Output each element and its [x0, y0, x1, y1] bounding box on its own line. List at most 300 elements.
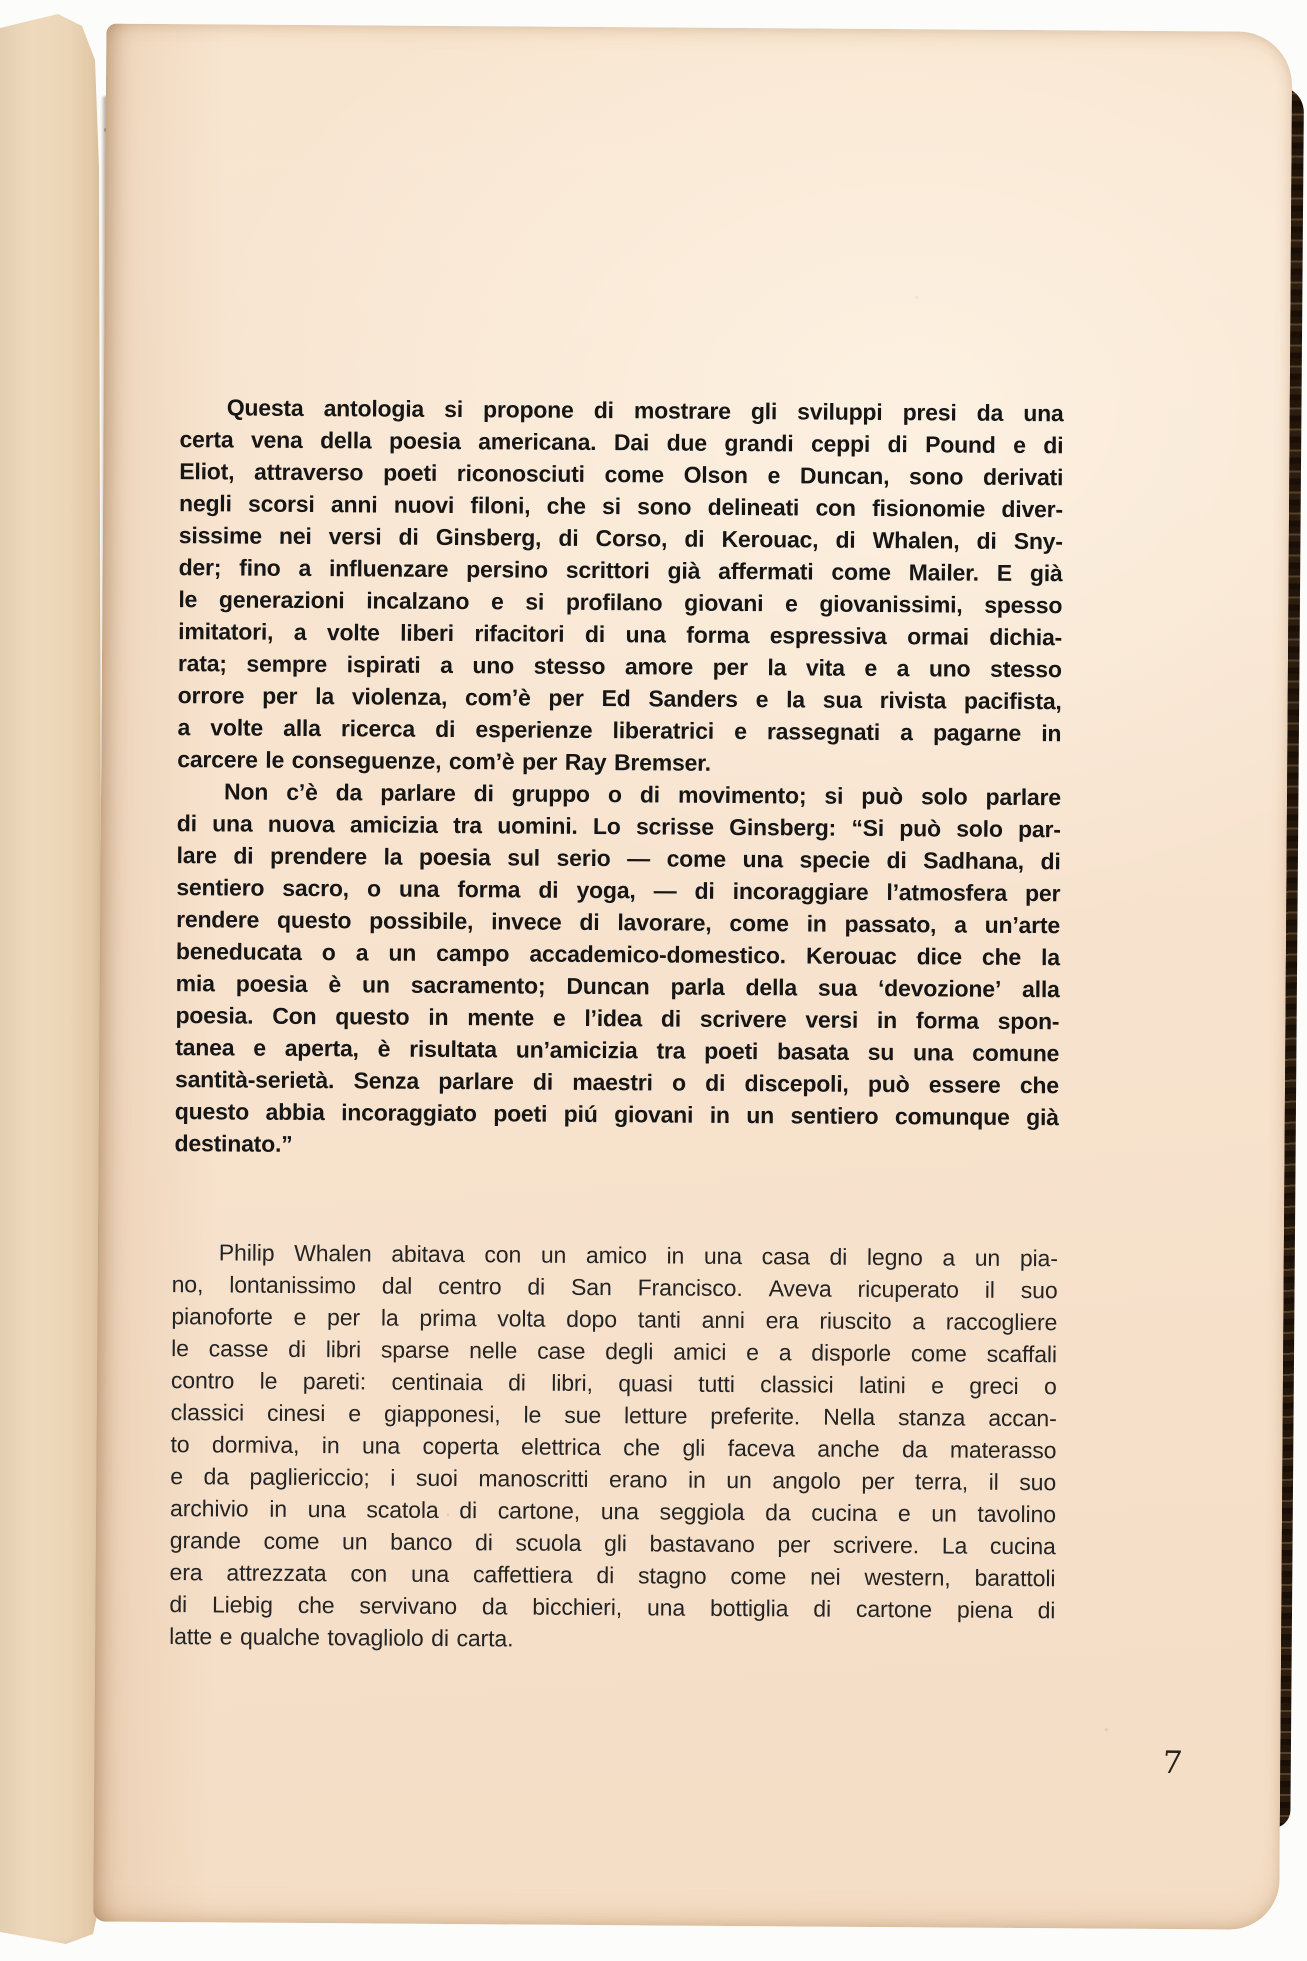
- word: nuovi: [393, 491, 455, 519]
- word: tanti: [637, 1306, 681, 1333]
- word: sacramento;: [410, 971, 546, 999]
- word: sono: [909, 463, 964, 490]
- word: poeti: [704, 1037, 759, 1065]
- word: diver-: [1001, 495, 1064, 523]
- word: Kerouac: [805, 942, 897, 970]
- word: scrisse: [635, 813, 714, 840]
- word: di: [639, 781, 661, 808]
- word: tovagliolo: [327, 1624, 424, 1651]
- word: la: [767, 654, 787, 681]
- word: di: [829, 1243, 848, 1270]
- word: americana.: [478, 428, 597, 456]
- word: possibile,: [369, 907, 474, 935]
- word: uno: [472, 652, 515, 679]
- word: gruppo: [511, 780, 590, 807]
- word: e: [931, 1372, 944, 1399]
- word: scaffali: [986, 1340, 1058, 1368]
- word: di: [474, 1529, 493, 1556]
- word: a: [954, 911, 967, 938]
- word: terra,: [914, 1468, 969, 1495]
- word: come: [729, 909, 789, 937]
- word: Non: [223, 778, 269, 805]
- word: seggiola: [659, 1498, 745, 1526]
- word: to: [170, 1431, 190, 1458]
- word: western,: [864, 1563, 951, 1591]
- word: riconosciuti: [456, 460, 585, 487]
- word: e: [170, 1463, 184, 1490]
- word: era: [765, 1307, 799, 1334]
- word: volta: [497, 1305, 546, 1332]
- word: scorsi: [247, 490, 315, 518]
- word: angolo: [772, 1467, 841, 1494]
- word: tra: [453, 812, 483, 839]
- word: di: [532, 1068, 554, 1095]
- word: sul: [507, 844, 541, 871]
- word: amico: [585, 1241, 647, 1269]
- word: con: [815, 494, 856, 521]
- word: conseguenze,: [291, 746, 442, 774]
- word: Francisco.: [637, 1274, 743, 1302]
- word: giovani: [684, 589, 764, 617]
- word: un: [388, 939, 417, 966]
- word: la: [315, 683, 335, 710]
- word: pagliericcio;: [249, 1463, 370, 1491]
- word: di: [584, 620, 606, 648]
- word: può: [867, 1070, 910, 1098]
- word: risultata: [409, 1035, 497, 1063]
- word: beneducata: [175, 938, 302, 965]
- word: a: [942, 1244, 956, 1271]
- word: una: [1023, 399, 1064, 427]
- word: di: [596, 1562, 615, 1589]
- word: di: [459, 1497, 478, 1524]
- word: parlare: [438, 1067, 514, 1095]
- word: può: [899, 815, 942, 842]
- word: comunque: [894, 1103, 1010, 1130]
- word: discepoli,: [744, 1070, 849, 1097]
- word: spon-: [997, 1007, 1060, 1035]
- word: servivano: [359, 1592, 458, 1620]
- word: der;: [178, 554, 222, 581]
- word: ceppi: [810, 430, 871, 457]
- word: è: [328, 971, 342, 998]
- book-page: [93, 24, 1292, 1930]
- word: di: [398, 523, 419, 550]
- word: una: [361, 1432, 401, 1459]
- word: a: [912, 1308, 926, 1335]
- word: dichia-: [989, 623, 1063, 651]
- word: che: [546, 492, 586, 519]
- word: da: [203, 1463, 230, 1490]
- word: carcere: [177, 746, 258, 773]
- word: Bremser.: [613, 749, 711, 776]
- word: uomini.: [497, 812, 578, 839]
- word: quasi: [618, 1370, 673, 1397]
- word: mia: [175, 970, 215, 997]
- word: questo: [174, 1098, 250, 1125]
- word: in: [321, 1432, 340, 1459]
- word: poesia: [235, 970, 308, 998]
- word: la: [380, 1304, 399, 1331]
- word: vena: [250, 426, 303, 453]
- word: da: [481, 1593, 508, 1620]
- word: di: [579, 908, 600, 936]
- word: materasso: [949, 1436, 1057, 1464]
- word: ispirati: [346, 651, 421, 678]
- word: antologia: [323, 395, 425, 422]
- word: il: [984, 1276, 995, 1303]
- word: mente: [467, 1004, 535, 1031]
- word: un: [361, 971, 390, 998]
- word: negli: [178, 490, 232, 517]
- word: come: [666, 845, 727, 872]
- word: una: [398, 875, 440, 902]
- word: prendere: [269, 842, 367, 870]
- word: nuova: [267, 810, 335, 838]
- word: bottiglia: [709, 1594, 789, 1622]
- word: come: [263, 1527, 320, 1555]
- word: in: [687, 1466, 706, 1493]
- word: elettrica: [521, 1433, 601, 1461]
- word: poeti: [493, 1100, 548, 1127]
- word: —: [627, 845, 651, 872]
- word: scrittori: [565, 556, 650, 584]
- word: a: [900, 719, 913, 746]
- word: dice: [916, 943, 963, 970]
- word: amici: [673, 1338, 727, 1365]
- word: scrivere.: [833, 1531, 920, 1559]
- word: lontanissimo: [229, 1271, 356, 1299]
- word: solo: [920, 783, 968, 810]
- word: pagarne: [932, 719, 1022, 746]
- word: invece: [491, 908, 562, 935]
- word: influenzare: [328, 555, 449, 582]
- word: per: [861, 1467, 895, 1495]
- word: specie: [799, 846, 871, 873]
- word: la: [1041, 944, 1060, 971]
- word: suo: [1020, 1276, 1058, 1304]
- word: poesia.: [175, 1002, 254, 1029]
- word: liberi: [400, 619, 454, 647]
- word: serio: [556, 844, 611, 872]
- word: filoni,: [470, 492, 531, 519]
- word: una: [307, 1496, 346, 1523]
- word: latte: [169, 1623, 213, 1650]
- word: letture: [624, 1402, 688, 1429]
- word: latini: [858, 1371, 906, 1399]
- word: Philip: [218, 1239, 275, 1266]
- word: alla: [283, 714, 321, 742]
- word: basata: [776, 1038, 849, 1065]
- word: Aveva: [768, 1275, 832, 1302]
- word: un: [342, 1528, 368, 1555]
- word: un: [540, 1241, 567, 1268]
- word: per: [777, 1531, 811, 1558]
- word: a: [298, 554, 312, 582]
- word: sua: [822, 686, 862, 713]
- word: lavorare,: [617, 909, 712, 936]
- word: una: [625, 621, 666, 648]
- word: liberatrici: [612, 717, 715, 744]
- word: una: [600, 1498, 639, 1525]
- word: Mailer.: [908, 559, 979, 586]
- word: bicchieri,: [532, 1593, 623, 1621]
- text-line: [169, 1623, 1055, 1661]
- word: sacro,: [282, 874, 350, 902]
- word: e: [755, 686, 769, 713]
- word: rendere: [176, 906, 260, 933]
- word: incoraggiato: [341, 1099, 477, 1127]
- word: cartone,: [497, 1497, 581, 1524]
- word: o: [321, 939, 336, 966]
- word: questo: [335, 1003, 410, 1030]
- word: carta.: [456, 1625, 514, 1652]
- word: La: [941, 1532, 968, 1559]
- word: barattoli: [974, 1564, 1056, 1592]
- word: incalzano: [366, 587, 470, 615]
- word: in: [1041, 720, 1062, 747]
- word: e: [490, 588, 504, 615]
- word: a: [177, 714, 191, 741]
- word: suoi: [415, 1464, 458, 1492]
- word: con: [350, 1560, 388, 1587]
- word: campo: [436, 939, 510, 967]
- word: com’è: [448, 747, 515, 775]
- word: —: [653, 877, 677, 904]
- word: e: [552, 1004, 566, 1031]
- word: l’idea: [584, 1004, 643, 1032]
- word: giovanissimi,: [819, 590, 963, 618]
- word: di: [660, 1005, 682, 1032]
- word: grande: [169, 1527, 241, 1554]
- word: già: [1029, 560, 1063, 587]
- word: che: [297, 1591, 335, 1619]
- word: di: [886, 847, 907, 874]
- word: di: [1037, 1597, 1056, 1624]
- word: un’amicizia: [515, 1036, 638, 1064]
- word: nei: [810, 1563, 841, 1590]
- word: classici: [760, 1371, 834, 1398]
- word: classici: [170, 1399, 245, 1426]
- word: Senza: [353, 1067, 420, 1094]
- word: Kerouac,: [721, 525, 819, 553]
- word: Questa: [226, 394, 304, 421]
- word: contro: [170, 1367, 235, 1394]
- word: forma: [915, 1007, 979, 1034]
- word: da: [335, 779, 363, 806]
- word: una: [912, 1039, 954, 1066]
- word: solo: [956, 815, 1003, 842]
- word: Con: [272, 1002, 317, 1030]
- word: da: [765, 1499, 791, 1526]
- word: Ginsberg:: [729, 813, 837, 841]
- word: di: [508, 1369, 526, 1396]
- word: caffettiera: [472, 1561, 573, 1588]
- word: com’è: [465, 684, 531, 711]
- word: Sanders: [648, 685, 738, 713]
- word: manoscritti: [478, 1465, 589, 1492]
- word: giovani: [614, 1101, 694, 1128]
- word: rivista: [879, 686, 947, 714]
- word: in: [269, 1495, 288, 1522]
- word: una: [212, 810, 253, 837]
- word: volte: [210, 714, 264, 741]
- word: in: [428, 1003, 449, 1030]
- word: e: [767, 462, 781, 489]
- word: cucina: [811, 1499, 878, 1526]
- word: aperta,: [284, 1034, 359, 1062]
- word: centro: [438, 1272, 502, 1300]
- word: di: [431, 1624, 450, 1652]
- word: già: [1026, 1104, 1059, 1131]
- word: dormiva,: [211, 1431, 300, 1458]
- word: a: [293, 618, 307, 645]
- word: stanza: [897, 1404, 966, 1431]
- word: amicizia: [349, 811, 438, 838]
- word: che: [623, 1434, 661, 1461]
- word: rassegnati: [766, 718, 881, 746]
- word: pareti:: [302, 1367, 367, 1395]
- word: o: [366, 875, 381, 902]
- word: versi: [328, 523, 382, 550]
- word: si: [824, 782, 844, 809]
- word: si: [525, 588, 545, 615]
- word: di: [233, 842, 254, 869]
- word: par-: [1017, 815, 1061, 843]
- word: piena: [956, 1596, 1013, 1623]
- word: casa: [761, 1243, 810, 1270]
- word: Ray: [564, 748, 607, 776]
- word: pacifista,: [963, 687, 1062, 715]
- word: e: [219, 1623, 233, 1650]
- word: di: [1043, 432, 1064, 459]
- word: già: [667, 557, 701, 584]
- word: le: [171, 1335, 189, 1362]
- facing-page-edge: [0, 8, 107, 1944]
- word: e: [253, 1034, 266, 1061]
- word: o: [1043, 1373, 1057, 1400]
- word: stesso: [989, 655, 1062, 683]
- word: di: [887, 431, 908, 458]
- word: un: [726, 1466, 752, 1494]
- word: disporle: [811, 1339, 892, 1367]
- word: sissime: [178, 522, 262, 549]
- word: che: [981, 943, 1022, 970]
- word: della: [320, 427, 372, 454]
- word: Eliot,: [179, 458, 235, 485]
- word: rifacitori: [474, 620, 565, 647]
- word: affermati: [718, 557, 814, 585]
- word: in: [806, 910, 827, 937]
- word: Sny-: [1013, 527, 1063, 555]
- word: ‘devozione’: [877, 974, 1002, 1002]
- word: a: [355, 939, 369, 966]
- word: poesia: [418, 843, 491, 871]
- word: Duncan,: [799, 462, 890, 490]
- word: questo: [276, 906, 352, 934]
- word: santità-serietà.: [174, 1066, 335, 1094]
- paragraph-philip-whalen: [169, 1239, 1058, 1661]
- word: case: [537, 1337, 586, 1364]
- word: faceva: [727, 1434, 795, 1462]
- word: ricerca: [340, 715, 416, 742]
- word: il: [988, 1468, 999, 1495]
- word: qualche: [239, 1623, 320, 1651]
- word: legno: [866, 1243, 923, 1271]
- word: passato,: [844, 910, 937, 938]
- word: di: [694, 877, 715, 904]
- word: di: [593, 396, 614, 424]
- word: da: [976, 399, 1004, 426]
- word: e: [897, 1500, 911, 1527]
- word: di: [705, 1069, 726, 1096]
- word: a: [778, 1339, 792, 1366]
- word: Duncan: [566, 972, 650, 1000]
- word: di: [176, 810, 197, 837]
- word: cucina: [989, 1532, 1056, 1560]
- word: scatola: [366, 1496, 439, 1523]
- word: gli: [750, 398, 778, 425]
- word: era: [169, 1559, 203, 1586]
- word: grandi: [724, 429, 794, 457]
- word: parla: [670, 973, 725, 1000]
- word: vita: [805, 654, 845, 681]
- word: no,: [171, 1271, 204, 1298]
- word: San: [570, 1273, 612, 1301]
- word: cartone: [855, 1595, 933, 1623]
- word: certa: [179, 426, 234, 453]
- paragraphs-intro: [174, 394, 1063, 1168]
- word: libri: [325, 1336, 362, 1363]
- word: parlare: [380, 779, 456, 807]
- word: e: [348, 1400, 362, 1427]
- word: a: [440, 651, 453, 679]
- word: presi: [902, 399, 957, 426]
- word: tavolino: [977, 1500, 1057, 1528]
- word: poesia: [388, 427, 461, 455]
- word: come: [730, 1562, 787, 1590]
- word: imitatori,: [178, 618, 274, 645]
- word: derivati: [982, 463, 1064, 491]
- word: yoga,: [576, 876, 636, 904]
- word: e: [734, 717, 747, 745]
- word: nei: [278, 522, 312, 550]
- word: pianoforte: [171, 1303, 273, 1330]
- word: delineati: [707, 493, 800, 521]
- word: suo: [1019, 1468, 1057, 1496]
- word: “Si: [851, 814, 885, 842]
- word: incoraggiare: [732, 877, 869, 905]
- word: di: [169, 1591, 188, 1618]
- word: di: [288, 1335, 306, 1363]
- word: sentiero: [176, 874, 265, 901]
- word: cinesi: [266, 1399, 326, 1427]
- word: sviluppi: [797, 398, 883, 426]
- word: banco: [390, 1528, 453, 1556]
- word: uno: [928, 655, 971, 682]
- word: espressiva: [769, 622, 887, 650]
- word: della: [745, 974, 798, 1001]
- word: è: [377, 1035, 391, 1062]
- word: l’atmosfera: [886, 879, 1008, 906]
- word: può: [861, 782, 903, 810]
- word: casse: [208, 1335, 269, 1362]
- word: amore: [624, 653, 694, 680]
- word: abitava: [391, 1240, 465, 1268]
- word: di: [473, 780, 494, 807]
- word: da: [901, 1436, 928, 1463]
- word: centinaia: [391, 1368, 483, 1396]
